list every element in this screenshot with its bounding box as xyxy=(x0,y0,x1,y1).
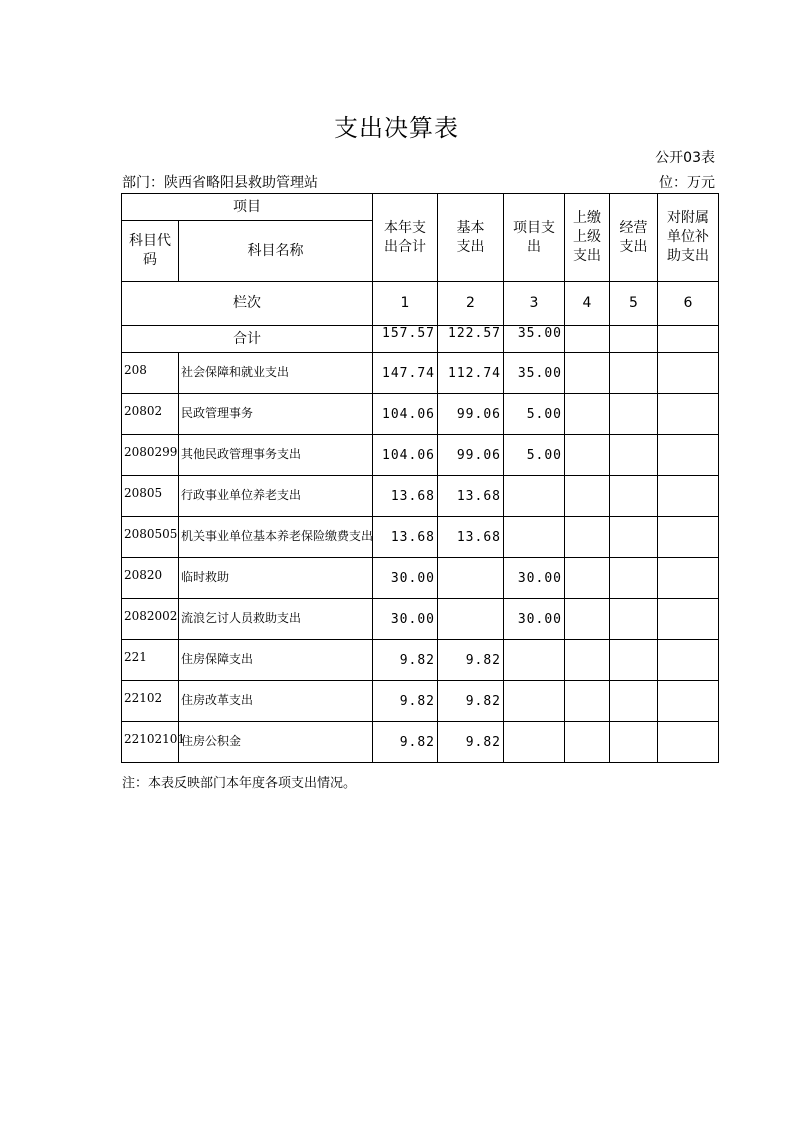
value-cell xyxy=(610,517,658,558)
value-cell xyxy=(658,476,719,517)
value-cell: 5.00 xyxy=(504,435,565,476)
table-row xyxy=(122,722,719,763)
header-remit-superior: 上缴上级支出 xyxy=(565,194,610,282)
subject-code-cell: 2082002 xyxy=(122,599,179,640)
value-cell: 5.00 xyxy=(504,394,565,435)
value-cell xyxy=(610,394,658,435)
value-cell xyxy=(504,722,565,763)
value-cell xyxy=(658,517,719,558)
value-cell: 99.06 xyxy=(438,394,504,435)
value-cell: 112.74 xyxy=(438,353,504,394)
column-number-6: 6 xyxy=(658,282,719,326)
column-number-3: 3 xyxy=(504,282,565,326)
value-cell: 9.82 xyxy=(373,722,438,763)
subject-code-cell: 208 xyxy=(122,353,179,394)
value-cell: 9.82 xyxy=(373,681,438,722)
value-cell: 30.00 xyxy=(373,558,438,599)
value-cell xyxy=(565,394,610,435)
total-cell: 35.00 xyxy=(504,326,565,353)
value-cell xyxy=(565,640,610,681)
subject-code-cell: 20805 xyxy=(122,476,179,517)
subject-code-cell: 20820 xyxy=(122,558,179,599)
form-number: 公开03表 xyxy=(655,150,715,166)
value-cell xyxy=(438,599,504,640)
unit-label: 位：万元 xyxy=(659,175,715,191)
value-cell xyxy=(610,681,658,722)
value-cell xyxy=(565,476,610,517)
total-cell xyxy=(610,326,658,353)
subject-code-cell: 22102 xyxy=(122,681,179,722)
value-cell xyxy=(565,558,610,599)
value-cell: 104.06 xyxy=(373,435,438,476)
column-number-2: 2 xyxy=(438,282,504,326)
table-row xyxy=(122,558,719,599)
value-cell xyxy=(565,353,610,394)
header-project-expenditure: 项目支出 xyxy=(504,194,565,282)
table-row xyxy=(122,353,719,394)
subject-name-cell: 住房改革支出 xyxy=(179,681,373,722)
subject-name-cell: 民政管理事务 xyxy=(179,394,373,435)
value-cell: 13.68 xyxy=(438,517,504,558)
total-label: 合计 xyxy=(122,326,373,353)
total-row xyxy=(122,326,719,353)
subject-code-cell: 22102101 xyxy=(122,722,179,763)
column-number-label: 栏次 xyxy=(122,282,373,326)
table-row xyxy=(122,640,719,681)
value-cell xyxy=(565,681,610,722)
total-cell xyxy=(658,326,719,353)
value-cell: 147.74 xyxy=(373,353,438,394)
value-cell xyxy=(658,640,719,681)
value-cell: 30.00 xyxy=(373,599,438,640)
value-cell: 13.68 xyxy=(373,517,438,558)
value-cell xyxy=(610,353,658,394)
value-cell xyxy=(658,435,719,476)
subject-name-cell: 临时救助 xyxy=(179,558,373,599)
table-row xyxy=(122,394,719,435)
value-cell xyxy=(658,558,719,599)
header-total-expenditure: 本年支出合计 xyxy=(373,194,438,282)
subject-name-cell: 社会保障和就业支出 xyxy=(179,353,373,394)
value-cell xyxy=(610,476,658,517)
department-label: 部门：陕西省略阳县救助管理站 xyxy=(122,175,318,191)
value-cell xyxy=(504,476,565,517)
table-row xyxy=(122,517,719,558)
value-cell xyxy=(438,558,504,599)
value-cell xyxy=(658,394,719,435)
value-cell: 99.06 xyxy=(438,435,504,476)
subject-name-cell: 流浪乞讨人员救助支出 xyxy=(179,599,373,640)
value-cell: 13.68 xyxy=(373,476,438,517)
value-cell xyxy=(610,722,658,763)
header-project: 项目 xyxy=(122,194,373,221)
value-cell xyxy=(565,722,610,763)
table-row xyxy=(122,476,719,517)
value-cell: 35.00 xyxy=(504,353,565,394)
value-cell: 9.82 xyxy=(438,640,504,681)
value-cell xyxy=(658,722,719,763)
value-cell xyxy=(504,681,565,722)
header-subject-code: 科目代码 xyxy=(122,221,179,282)
value-cell xyxy=(658,353,719,394)
value-cell xyxy=(658,681,719,722)
header-subsidy-affiliates: 对附属单位补助支出 xyxy=(658,194,719,282)
header-basic-expenditure: 基本支出 xyxy=(438,194,504,282)
value-cell xyxy=(504,640,565,681)
value-cell xyxy=(610,640,658,681)
subject-code-cell: 20802 xyxy=(122,394,179,435)
subject-name-cell: 行政事业单位养老支出 xyxy=(179,476,373,517)
value-cell xyxy=(610,558,658,599)
subject-name-cell: 机关事业单位基本养老保险缴费支出 xyxy=(179,517,373,558)
value-cell: 9.82 xyxy=(373,640,438,681)
subject-name-cell: 住房公积金 xyxy=(179,722,373,763)
expenditure-table xyxy=(121,193,719,763)
total-cell xyxy=(565,326,610,353)
footnote: 注：本表反映部门本年度各项支出情况。 xyxy=(122,776,357,791)
value-cell xyxy=(658,599,719,640)
table-row xyxy=(122,435,719,476)
value-cell xyxy=(565,517,610,558)
header-subject-name: 科目名称 xyxy=(179,221,373,282)
total-cell: 122.57 xyxy=(438,326,504,353)
value-cell xyxy=(610,435,658,476)
value-cell xyxy=(610,599,658,640)
subject-code-cell: 221 xyxy=(122,640,179,681)
total-cell: 157.57 xyxy=(373,326,438,353)
subject-name-cell: 住房保障支出 xyxy=(179,640,373,681)
value-cell xyxy=(565,435,610,476)
table-row xyxy=(122,599,719,640)
subject-name-cell: 其他民政管理事务支出 xyxy=(179,435,373,476)
table-row xyxy=(122,681,719,722)
value-cell: 30.00 xyxy=(504,599,565,640)
value-cell: 104.06 xyxy=(373,394,438,435)
column-number-1: 1 xyxy=(373,282,438,326)
value-cell xyxy=(565,599,610,640)
value-cell xyxy=(504,517,565,558)
page-title: 支出决算表 xyxy=(334,114,459,142)
column-number-4: 4 xyxy=(565,282,610,326)
value-cell: 9.82 xyxy=(438,722,504,763)
subject-code-cell: 2080299 xyxy=(122,435,179,476)
value-cell: 30.00 xyxy=(504,558,565,599)
column-number-5: 5 xyxy=(610,282,658,326)
subject-code-cell: 2080505 xyxy=(122,517,179,558)
value-cell: 13.68 xyxy=(438,476,504,517)
header-operating-expenditure: 经营支出 xyxy=(610,194,658,282)
value-cell: 9.82 xyxy=(438,681,504,722)
